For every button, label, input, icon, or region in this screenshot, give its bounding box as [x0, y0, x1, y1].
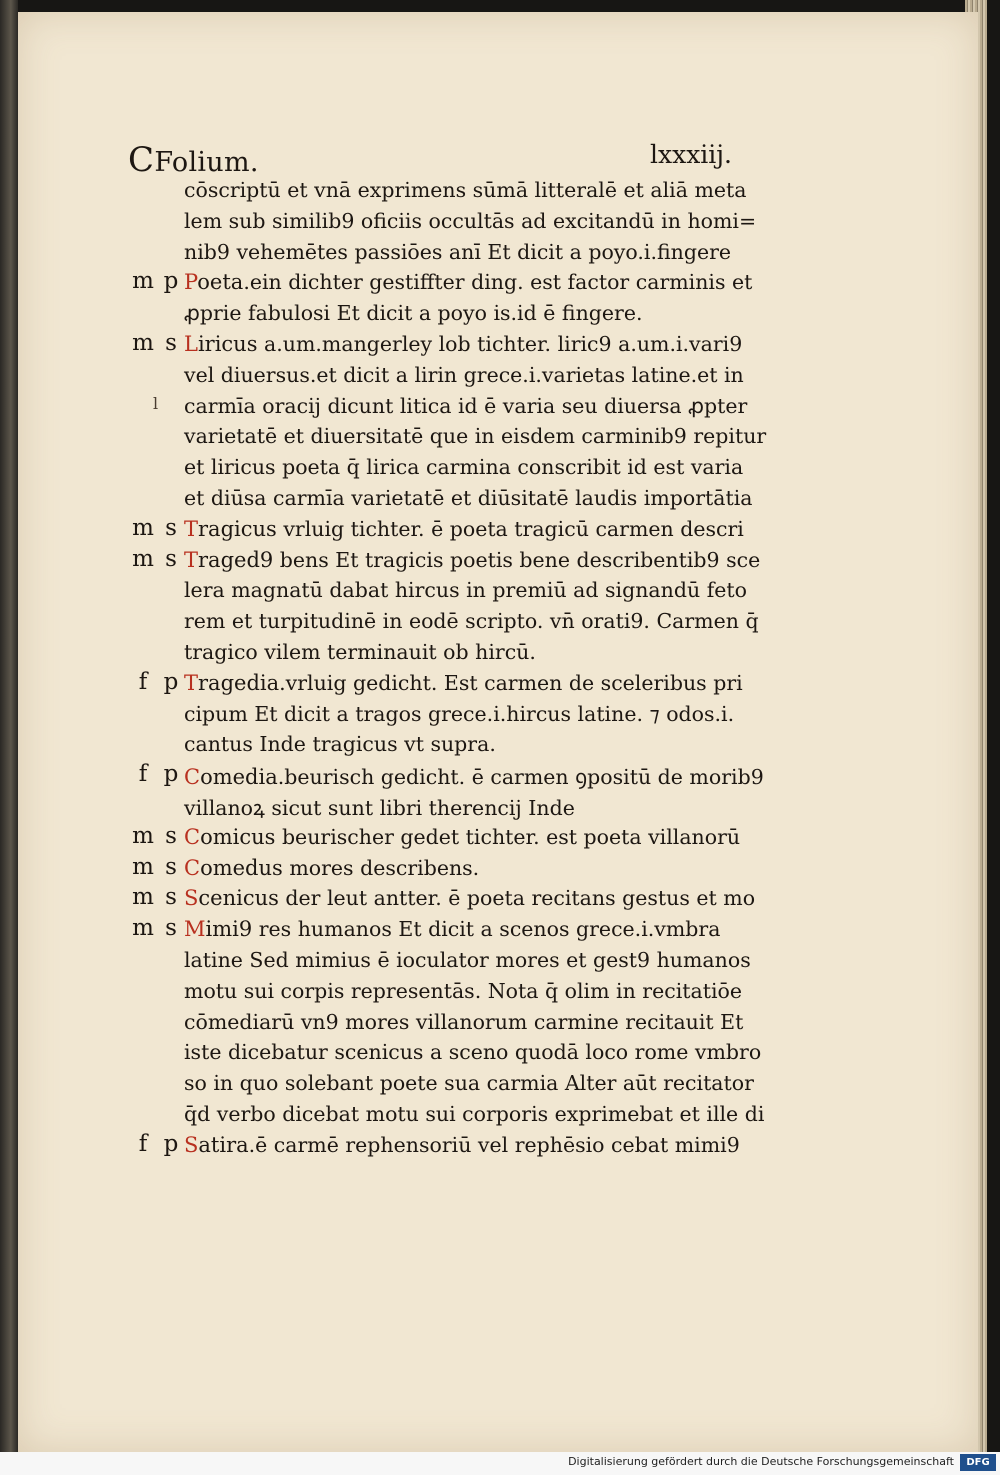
page-title: CFolium.: [128, 140, 259, 180]
line-text: varietatē et diuersitatē que in eisdem carminib9 repitur: [184, 424, 767, 449]
lemma-word: Tragicus: [184, 516, 277, 541]
line-text: cōmediarū vn9 mores villanorum carmine recitauit Et: [184, 1009, 744, 1034]
line-text: vel diuersus.et dicit a lirin grece.i.varietas latine.et in: [184, 362, 744, 387]
line-text: der leut antter. ē poeta recitans gestus et mo: [278, 886, 756, 911]
line-text: lem sub similib9 oficiis occultās ad excitandū in homi=: [184, 208, 757, 233]
line-text: carmīa oracij dicunt litica id ē varia seu diuersa ꝓpter: [184, 393, 748, 418]
line-text: mores describens.: [282, 855, 480, 880]
lemma-word: Tragedia: [184, 670, 280, 695]
rubricated-initial: C: [184, 855, 201, 880]
type-mark: p: [163, 761, 179, 788]
digitization-credit: Digitalisierung gefördert durch die Deutsche Forschungsgemeinschaft: [568, 1455, 954, 1468]
lemma-word: Comedia: [184, 765, 278, 790]
type-mark: s: [165, 853, 177, 880]
lemma-word: Traged9: [184, 547, 274, 572]
line-text: .beurisch gedicht. ē carmen ꝯpositū de morib9: [277, 765, 764, 790]
rubricated-initial: S: [184, 1132, 199, 1157]
line-text: a.um.mangerley lob tichter. liric9 a.um.i.vari9: [257, 332, 743, 356]
line-text: beurischer gedet tichter. est poeta villanorū: [275, 824, 741, 849]
line-text: vrluig tichter. ē poeta tragicū carmen descri: [276, 516, 744, 541]
lemma-word: Liricus: [184, 332, 258, 356]
rubricated-initial: C: [184, 824, 201, 849]
line-text: .vrluig gedicht. Est carmen de sceleribus pri: [279, 670, 743, 695]
gender-mark: f: [138, 1130, 148, 1157]
gender-mark: m: [132, 545, 154, 572]
rubricated-initial: M: [184, 917, 206, 942]
type-mark: s: [165, 330, 177, 356]
type-mark: p: [163, 268, 179, 295]
lemma-word: Comedus: [184, 855, 283, 880]
lemma-word: Satira: [184, 1132, 249, 1157]
type-mark: p: [163, 1130, 179, 1157]
margin-note: l: [153, 394, 159, 413]
line-text: .ē carmē rephensoriū vel rephēsio cebat mimi9: [248, 1132, 740, 1157]
line-text: cōscriptū et vnā exprimens sūmā litteralē et aliā meta: [184, 178, 747, 202]
line-text: res humanos Et dicit a scenos grece.i.vmbra: [252, 917, 721, 942]
rubricated-initial: L: [184, 332, 198, 356]
line-text: cipum Et dicit a tragos grece.i.hircus latine. ⁊ odos.i.: [184, 701, 735, 726]
dfg-logo: DFG: [960, 1454, 996, 1471]
line-text: nib9 vehemētes passiōes anī Et dicit a poyo.i.fingere: [184, 239, 732, 264]
lemma-word: Comicus: [184, 824, 276, 849]
lemma-word: Poeta: [184, 270, 244, 295]
type-mark: s: [165, 822, 177, 849]
type-mark: s: [165, 884, 177, 911]
line-text: iste dicebatur scenicus a sceno quodā loco rome vmbro: [184, 1040, 762, 1065]
gender-mark: m: [132, 853, 154, 880]
line-text: et diūsa carmīa varietatē et diūsitatē laudis importātia: [184, 486, 753, 510]
line-text: rem et turpitudinē in eodē scripto. vn̄ orati9. Carmen q̄: [184, 609, 759, 634]
type-mark: s: [165, 915, 177, 942]
rubricated-initial: C: [184, 765, 201, 790]
rubricated-initial: T: [184, 516, 199, 541]
type-mark: s: [165, 545, 177, 572]
type-mark: p: [163, 668, 179, 695]
gender-mark: m: [132, 884, 154, 911]
line-text: lera magnatū dabat hircus in premiū ad signandū feto: [184, 578, 747, 603]
text-line: [184, 1133, 740, 1169]
line-text: villanoꝝ sicut sunt libri therencij Inde: [184, 796, 575, 820]
line-text: et liricus poeta q̄ lirica carmina conscribit id est varia: [184, 455, 744, 480]
line-text: q̄d verbo dicebat motu sui corporis exprimebat et ille di: [184, 1102, 765, 1126]
type-mark: s: [165, 514, 177, 541]
line-text: motu sui corpis representās. Nota q̄ olim in recitatiōe: [184, 978, 743, 1003]
rubricated-initial: S: [184, 886, 199, 911]
line-text: so in quo solebant poete sua carmia Alter aūt recitator: [184, 1071, 754, 1096]
page-title-text: Folium.: [154, 147, 259, 178]
rubricated-initial: T: [184, 670, 199, 695]
gender-mark: m: [132, 514, 154, 541]
rubricated-initial: T: [184, 547, 199, 572]
line-text: .ein dichter gestiffter ding. est factor carminis et: [243, 270, 753, 295]
gender-mark: m: [132, 330, 154, 356]
gender-mark: m: [132, 822, 154, 849]
lemma-word: Mimi9: [184, 917, 253, 942]
line-text: latine Sed mimius ē ioculator mores et gest9 humanos: [184, 948, 751, 972]
gender-mark: f: [138, 761, 148, 788]
lemma-word: Scenicus: [184, 886, 279, 911]
folio-number: lxxxiij.: [650, 140, 732, 169]
gender-mark: m: [132, 268, 154, 295]
line-text: bens Et tragicis poetis bene describentib9 sce: [273, 547, 761, 572]
book-spine-edge: [0, 0, 18, 1455]
gender-mark: f: [138, 668, 148, 695]
line-text: tragico vilem terminauit ob hircū.: [184, 640, 536, 664]
gender-mark: m: [132, 915, 154, 942]
line-text: cantus Inde tragicus vt supra.: [184, 732, 496, 757]
rubricated-initial: P: [184, 270, 198, 295]
line-text: ꝓprie fabulosi Et dicit a poyo is.id ē fingere.: [184, 301, 643, 326]
